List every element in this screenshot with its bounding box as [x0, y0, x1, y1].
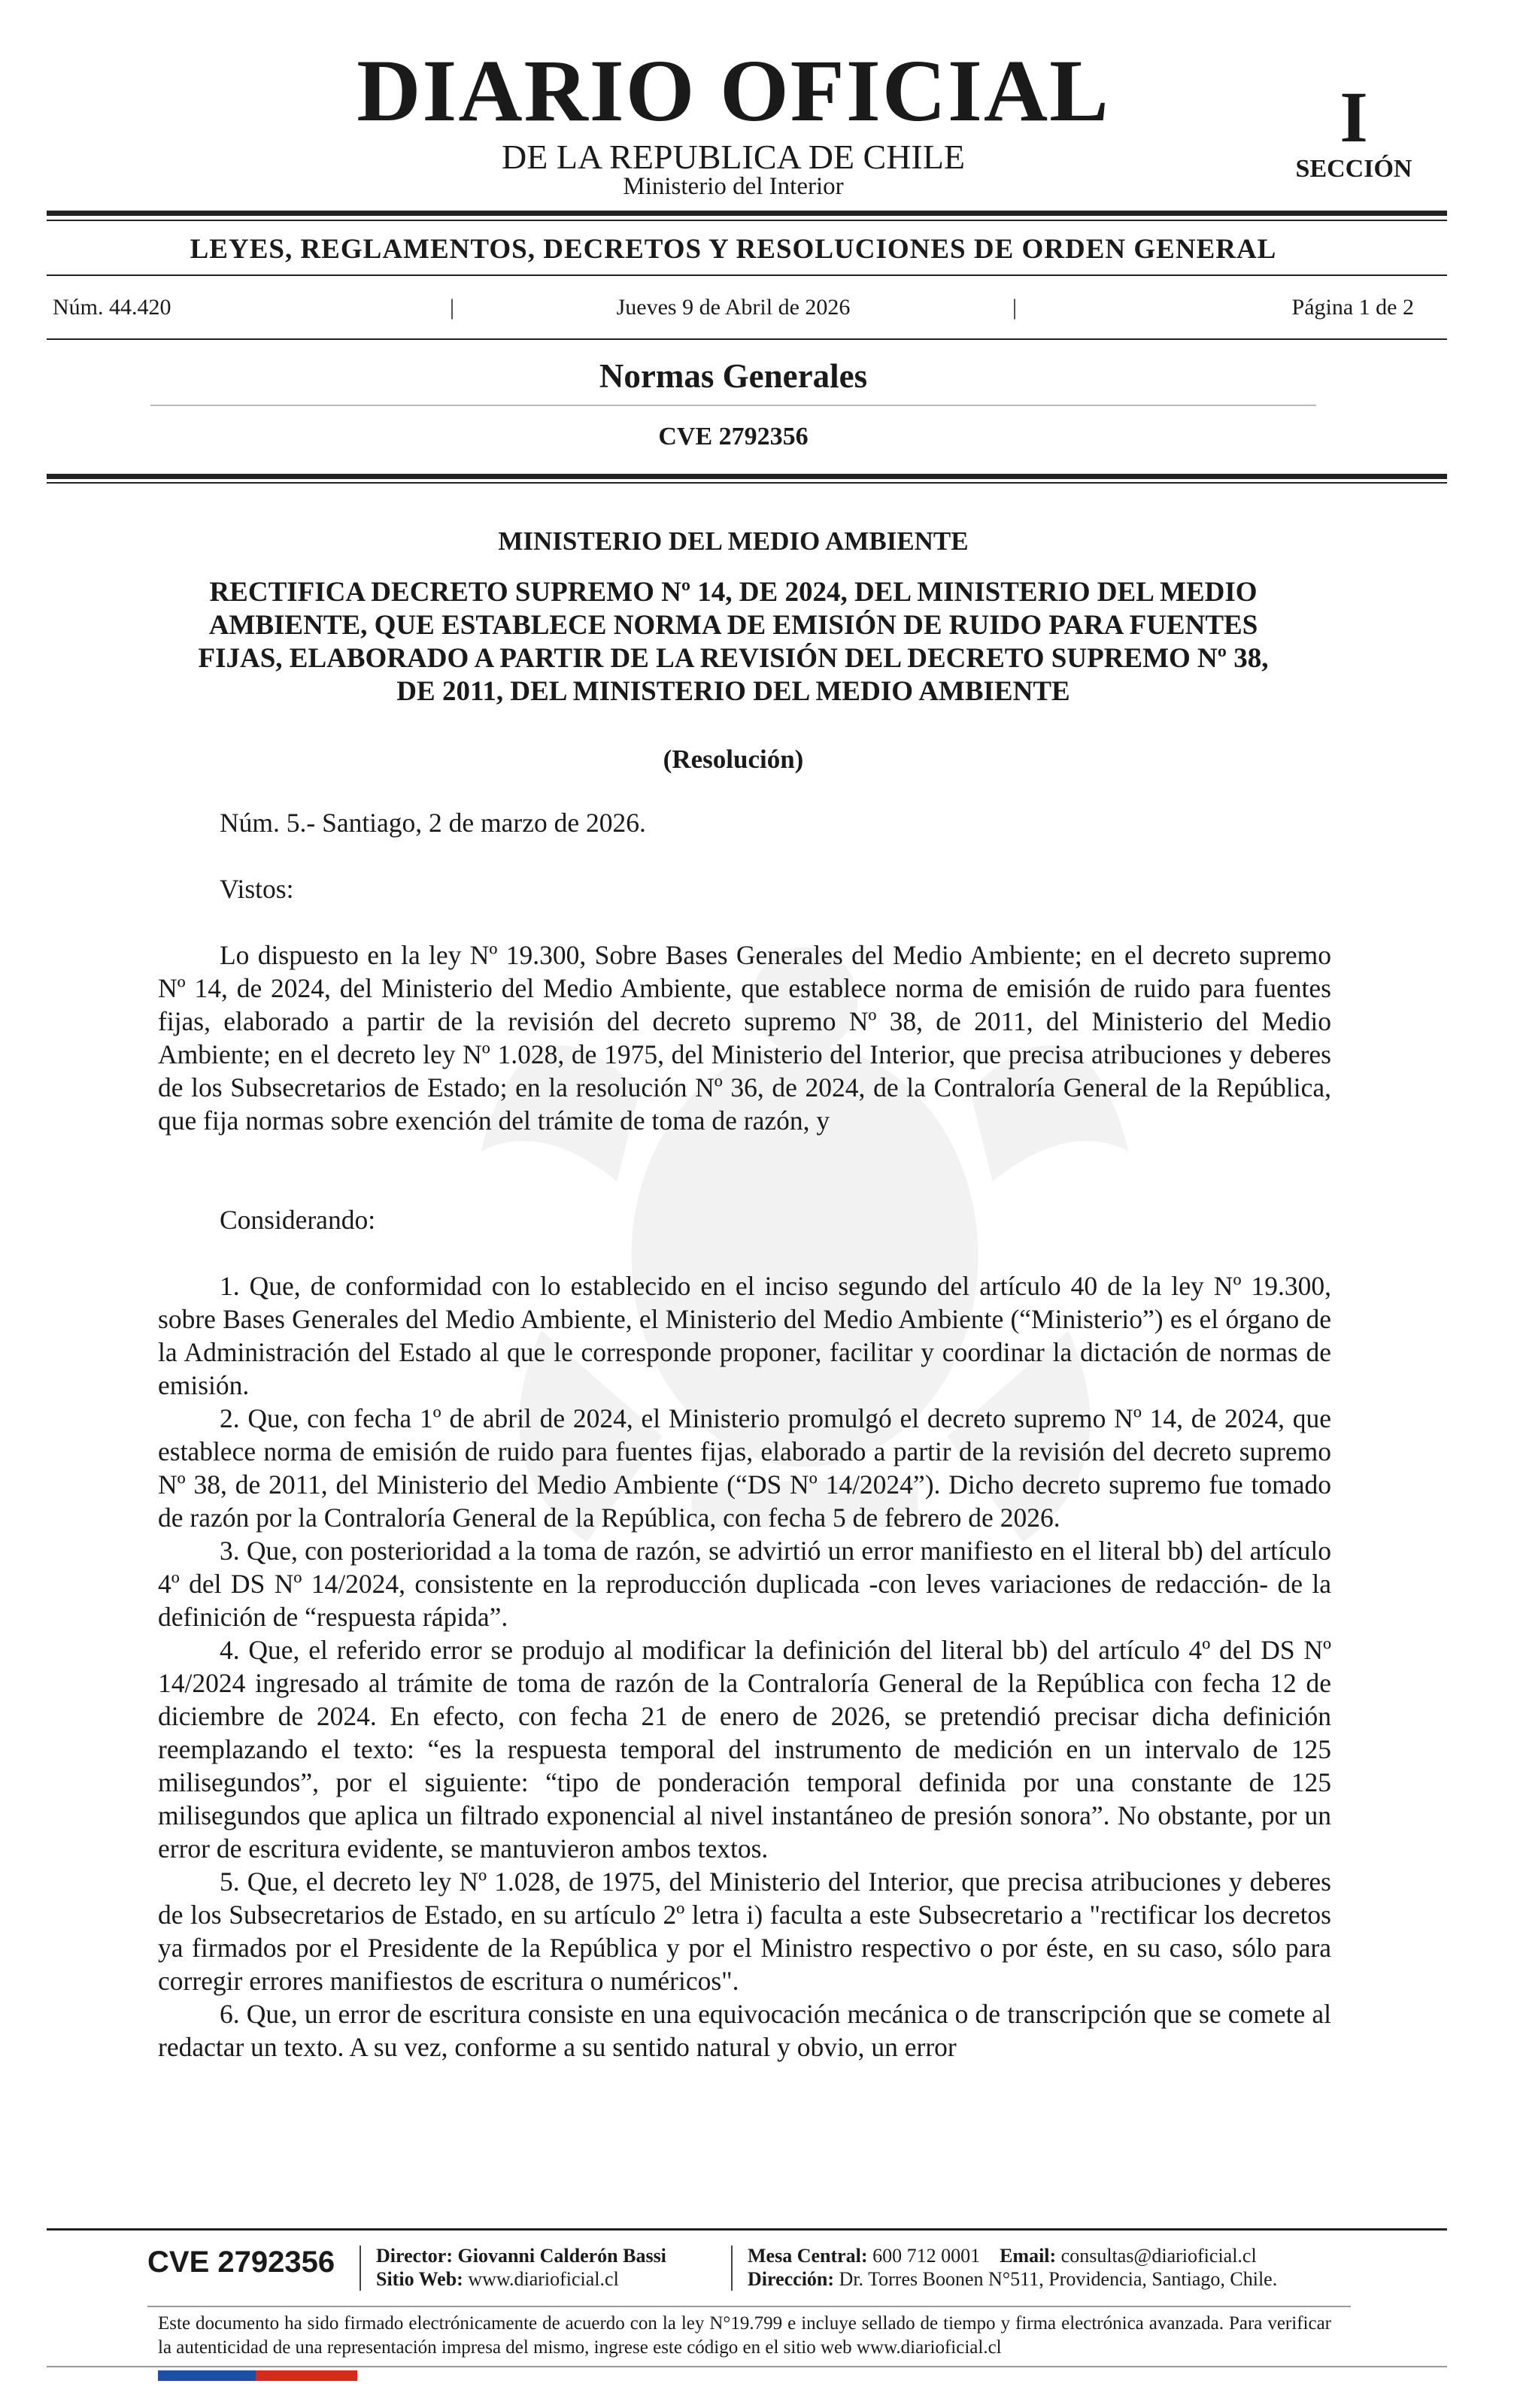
document-title-line: AMBIENTE, QUE ESTABLECE NORMA DE EMISIÓN DE RUIDO PARA FUENTES: [208, 610, 1258, 641]
document-title-line: RECTIFICA DECRETO SUPREMO Nº 14, DE 2024, DEL MINISTERIO DEL MEDIO: [209, 577, 1258, 608]
footer-separator: [360, 2246, 361, 2291]
footer-bottom-rule: [47, 2366, 1447, 2367]
section-heading: Normas Generales: [599, 357, 868, 395]
meta-separator: |: [1012, 295, 1018, 320]
section-label: SECCIÓN: [1295, 155, 1412, 183]
phone-label: Mesa Central:: [748, 2245, 868, 2267]
address-value: Dr. Torres Boonen N°511, Providencia, Santiago, Chile.: [839, 2268, 1278, 2290]
director-label: Director:: [376, 2245, 454, 2267]
masthead-subtitle: DE LA REPUBLICA DE CHILE: [502, 138, 965, 176]
footer-legal-notice: Este documento ha sido firmado electrónicamente de acuerdo con la ley N°19.799 e incluye sellado de tiempo y firma electrónica avanzada. Para verificar la autenticidad de una representación impresa del mismo, ingrese este código en el sitio web www.diarioficial.cl: [158, 2313, 1331, 2358]
document-title-line: FIJAS, ELABORADO A PARTIR DE LA REVISIÓN DEL DECRETO SUPREMO Nº 38,: [198, 643, 1269, 674]
director-name: Giovanni Calderón Bassi: [457, 2245, 666, 2267]
header-rule-thick: [47, 211, 1447, 216]
meta-separator: |: [450, 295, 455, 320]
email-label: Email:: [1000, 2245, 1057, 2267]
masthead-title: DIARIO OFICIAL: [357, 41, 1110, 140]
cve-rule-thick: [47, 474, 1447, 479]
vistos-text: Lo dispuesto en la ley Nº 19.300, Sobre Bases Generales del Medio Ambiente; en el decreto supremo Nº 14, de 2024, del Ministerio del Medio Ambiente, que establece norma de emisión de ruido para fuentes fijas, elaborado a partir de la revisión del decreto supremo Nº 38, de 2011, del Ministerio del Medio Ambiente; en el decreto ley Nº 1.028, de 1975, del Ministerio del Interior, que precisa atribuciones y deberes de los Subsecretarios de Estado; en la resolución Nº 36, de 2024, de la Contraloría General de la República, que fija normas sobre exención del trámite de toma de razón, y: [158, 940, 1331, 1136]
footer-rule: [47, 2228, 1447, 2231]
vistos-label: Vistos:: [220, 874, 294, 904]
web-label: Sitio Web:: [376, 2268, 463, 2290]
cve-rule-thin: [47, 482, 1447, 484]
issue-date: Jueves 9 de Abril de 2026: [616, 295, 851, 320]
header-rule-thin: [47, 220, 1447, 221]
masthead-ministry: Ministerio del Interior: [623, 173, 844, 200]
flag-stripe-blue: [158, 2370, 256, 2381]
meta-rule: [47, 338, 1447, 340]
issue-number: Núm. 44.420: [53, 295, 171, 320]
category-heading: LEYES, REGLAMENTOS, DECRETOS Y RESOLUCIONES DE ORDEN GENERAL: [190, 234, 1277, 265]
considerando-item: 1. Que, de conformidad con lo establecido en el inciso segundo del artículo 40 de la ley Nº 19.300, sobre Bases Generales del Medio Ambiente, el Ministerio del Medio Ambiente (“Ministerio”) es el órgano de la Administración del Estado al que le corresponde proponer, facilitar y coordinar la dictación de normas de emisión.: [158, 1271, 1331, 1400]
footer-contact: [748, 2244, 1277, 2291]
category-rule: [47, 274, 1447, 276]
footer-director: [376, 2244, 666, 2291]
considerando-item: 5. Que, el decreto ley Nº 1.028, de 1975, del Ministerio del Interior, que precisa atribuciones y deberes de los Subsecretarios de Estado, en su artículo 2º letra i) faculta a este Subsecretario a "rectificar los decretos ya firmados por el Presidente de la República y por el Ministro respectivo o por éste, en su caso, sólo para corregir errores manifiestos de escritura o numéricos".: [158, 1867, 1331, 1996]
resolution-number: Núm. 5.- Santiago, 2 de marzo de 2026.: [220, 808, 646, 838]
considerando-item: 2. Que, con fecha 1º de abril de 2024, el Ministerio promulgó el decreto supremo Nº 14, de 2024, que establece norma de emisión de ruido para fuentes fijas, elaborado a partir de la revisión del decreto supremo Nº 38, de 2011, del Ministerio del Medio Ambiente (“DS Nº 14/2024”). Dicho decreto supremo fue tomado de razón por la Contraloría General de la República, con fecha 5 de febrero de 2026.: [158, 1403, 1331, 1533]
document-title-line: DE 2011, DEL MINISTERIO DEL MEDIO AMBIENTE: [396, 676, 1070, 707]
flag-stripe-red: [256, 2370, 357, 2381]
document-type: (Resolución): [663, 745, 804, 774]
footer-separator: [731, 2246, 733, 2291]
section-number: I: [1340, 77, 1368, 157]
footer-cve: CVE 2792356: [147, 2246, 335, 2279]
cve-code: CVE 2792356: [658, 423, 809, 450]
footer-divider: [147, 2306, 1351, 2307]
issuing-ministry: MINISTERIO DEL MEDIO AMBIENTE: [498, 526, 969, 556]
considerando-item: 6. Que, un error de escritura consiste en una equivocación mecánica o de transcripción que se comete al redactar un texto. A su vez, conforme a su sentido natural y obvio, un error: [158, 1999, 1331, 2062]
considerando-label: Considerando:: [220, 1205, 376, 1235]
phone-value: 600 712 0001: [872, 2245, 981, 2267]
vistos-paragraph: [158, 939, 1331, 1137]
page-indicator: Página 1 de 2: [1291, 295, 1414, 320]
considerandos-list: [158, 1269, 1331, 2064]
email-link[interactable]: consultas@diarioficial.cl: [1060, 2245, 1257, 2267]
web-link[interactable]: www.diarioficial.cl: [468, 2268, 619, 2290]
address-label: Dirección:: [748, 2268, 835, 2290]
considerando-item: 4. Que, el referido error se produjo al modificar la definición del literal bb) del artículo 4º del DS Nº 14/2024 ingresado al trámite de toma de razón de la Contraloría General de la República con fecha 12 de diciembre de 2024. En efecto, con fecha 21 de enero de 2026, se pretendió precisar dicha definición reemplazando el texto: “es la respuesta temporal del instrumento de medición en un intervalo de 125 milisegundos”, por el siguiente: “tipo de ponderación temporal definida por una constante de 125 milisegundos que aplica un filtrado exponencial al nivel instantáneo de presión sonora”. No obstante, por un error de escritura evidente, se mantuvieron ambos textos.: [158, 1635, 1331, 1864]
section-divider: [150, 405, 1316, 406]
considerando-item: 3. Que, con posterioridad a la toma de razón, se advirtió un error manifiesto en el literal bb) del artículo 4º del DS Nº 14/2024, consistente en la reproducción duplicada -con leves variaciones de redacción- de la definición de “respuesta rápida”.: [158, 1536, 1331, 1632]
document-title: [135, 576, 1331, 708]
